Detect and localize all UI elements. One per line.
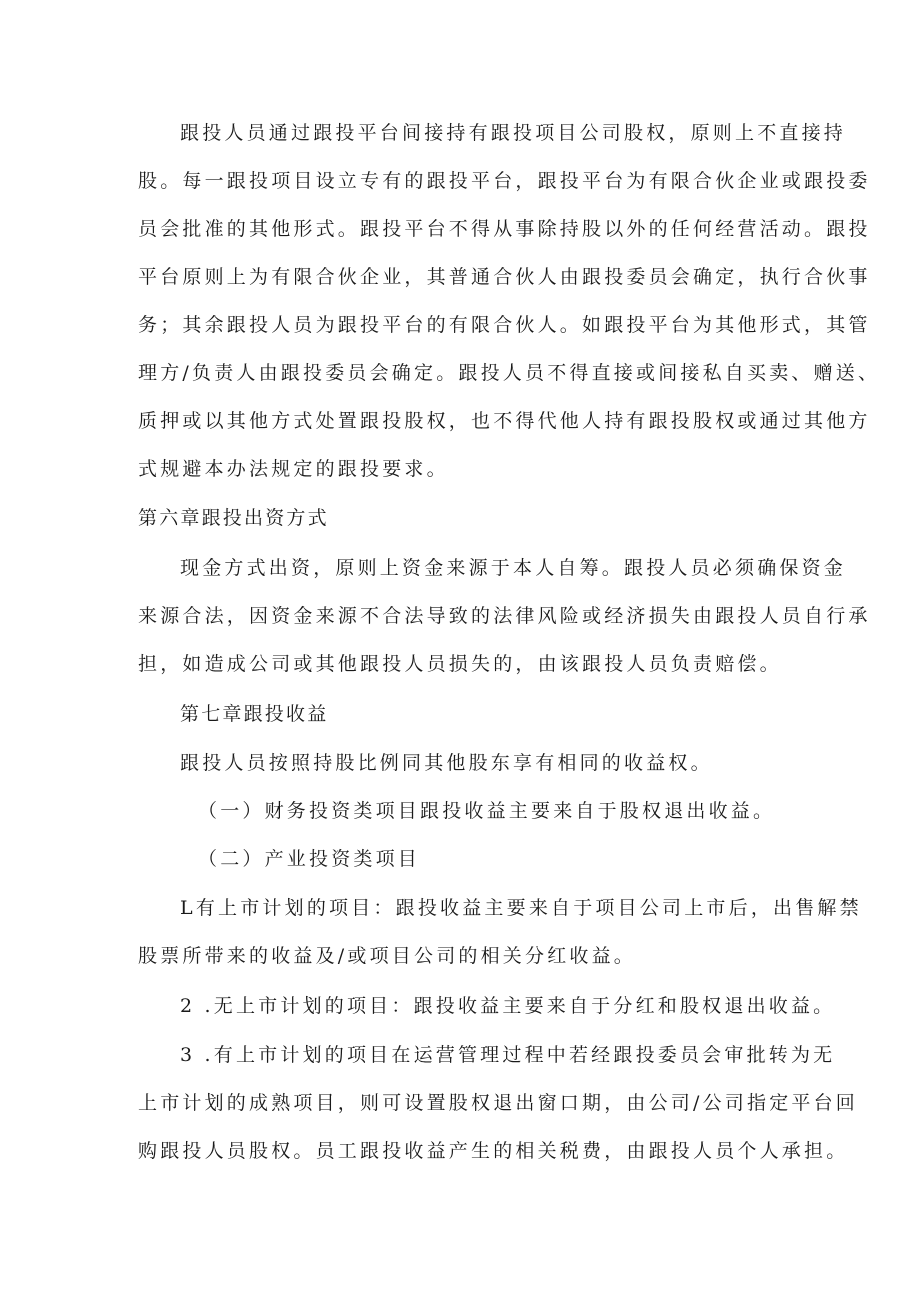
paragraph-line: 理方/负责人由跟投委员会确定。跟投人员不得直接或间接私自买卖、赠送、 xyxy=(138,362,881,384)
paragraph-line: 现金方式出资，原则上资金来源于本人自筹。跟投人员必须确保资金 xyxy=(180,557,847,579)
paragraph-line: 担，如造成公司或其他跟投人员损失的，由该跟投人员负责赔偿。 xyxy=(138,653,782,675)
chapter-7-heading: 第七章跟投收益 xyxy=(180,703,329,725)
sub-item-line: 股票所带来的收益及/或项目公司的相关分红收益。 xyxy=(138,945,637,967)
sub-item-line: 购跟投人员股权。员工跟投收益产生的相关税费，由跟投人员个人承担。 xyxy=(138,1140,849,1162)
chapter-6-heading: 第六章跟投出资方式 xyxy=(138,507,329,529)
sub-item-line: 上市计划的成熟项目，则可设置股权退出窗口期，由公司/公司指定平台回 xyxy=(138,1092,859,1114)
list-item: （二）产业投资类项目 xyxy=(198,848,421,870)
paragraph-line: 跟投人员按照持股比例同其他股东享有相同的收益权。 xyxy=(180,752,713,774)
paragraph-line: 来源合法，因资金来源不合法导致的法律风险或经济损失由跟投人员自行承 xyxy=(138,605,871,627)
paragraph-line: 股。每一跟投项目设立专有的跟投平台，跟投平台为有限合伙企业或跟投委 xyxy=(138,170,871,192)
paragraph-line: 务；其余跟投人员为跟投平台的有限合伙人。如跟投平台为其他形式，其管 xyxy=(138,314,871,336)
paragraph-line: 跟投人员通过跟投平台间接持有跟投项目公司股权，原则上不直接持 xyxy=(180,122,847,144)
sub-item-line: 3 .有上市计划的项目在运营管理过程中若经跟投委员会审批转为无 xyxy=(180,1044,836,1066)
sub-item-line: 2 .无上市计划的项目：跟投收益主要来自于分红和股权退出收益。 xyxy=(180,995,836,1017)
paragraph-line: 平台原则上为有限合伙企业，其普通合伙人由跟投委员会确定，执行合伙事 xyxy=(138,266,871,288)
paragraph-line: 员会批准的其他形式。跟投平台不得从事除持股以外的任何经营活动。跟投 xyxy=(138,218,871,240)
sub-item-line: L有上市计划的项目：跟投收益主要来自于项目公司上市后，出售解禁 xyxy=(180,897,862,919)
paragraph-line: 式规避本办法规定的跟投要求。 xyxy=(138,458,449,480)
list-item: （一）财务投资类项目跟投收益主要来自于股权退出收益。 xyxy=(198,800,776,822)
paragraph-line: 质押或以其他方式处置跟投股权，也不得代他人持有跟投股权或通过其他方 xyxy=(138,410,871,432)
